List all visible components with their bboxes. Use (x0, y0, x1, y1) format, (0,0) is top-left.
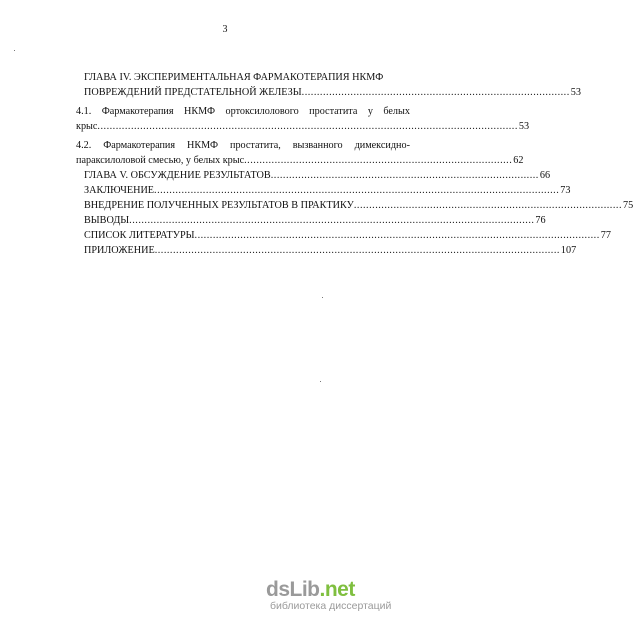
word: 4.2. (76, 140, 92, 151)
toc-entry-implementation (84, 198, 633, 213)
leader-dots: ..................................................................................................................................... (154, 245, 560, 256)
toc-entry-4-2 (76, 138, 524, 168)
word: НКМФ (186, 140, 219, 151)
word: Фармакотерапия (103, 140, 176, 151)
word: белых (383, 106, 410, 117)
toc-chapter-4-title-line1: ГЛАВА IV. ЭКСПЕРИМЕНТАЛЬНАЯ ФАРМАКОТЕРАПИЯ НКМФ (84, 72, 384, 83)
word: Фармакотерапия (101, 106, 174, 117)
scan-speck (14, 50, 15, 51)
toc-conclusion-title: ЗАКЛЮЧЕНИЕ (84, 185, 155, 196)
toc-implementation-title: ВНЕДРЕНИЕ ПОЛУЧЕННЫХ РЕЗУЛЬТАТОВ В ПРАКТИКУ (84, 200, 354, 211)
scan-speck (320, 381, 321, 382)
toc-4-2-line1 (76, 138, 410, 153)
word: вызванного (292, 140, 343, 151)
toc-page-number: 66 (539, 170, 551, 181)
word: 4.1. (76, 106, 92, 117)
leader-dots: ..................................................................................................................................... (194, 230, 600, 241)
leader-dots: ..................................................................................................................................... (154, 185, 560, 196)
toc-entry-chapter-4 (84, 70, 581, 100)
toc-page-number: 107 (560, 245, 577, 256)
toc-references-title: СПИСОК ЛИТЕРАТУРЫ (84, 230, 195, 241)
page-number: 3 (222, 24, 228, 35)
toc-page-number: 62 (513, 155, 524, 166)
watermark-logo-tld: .net (319, 578, 355, 601)
toc-entry-findings (84, 213, 546, 228)
dslib-watermark (266, 578, 446, 612)
toc-page-number: 53 (570, 87, 581, 98)
toc-4-1-line2: крыс (76, 121, 98, 132)
leader-dots: ........................................................................................ (270, 170, 539, 181)
toc-entry-appendix (84, 243, 577, 258)
toc-entry-chapter-5 (84, 168, 551, 183)
scan-speck (322, 297, 323, 298)
leader-dots: ........................................................................................ (244, 155, 513, 166)
watermark-logo-main: dsLib (266, 578, 320, 601)
toc-findings-title: ВЫВОДЫ (84, 215, 130, 226)
leader-dots: ........................................................................................ (353, 200, 622, 211)
table-of-contents (76, 70, 633, 258)
toc-4-2-line2: параксилоловой смесью, у белых крыс (76, 155, 245, 166)
toc-entry-4-1 (76, 104, 530, 134)
word: ортоксилолового (225, 106, 299, 117)
watermark-logo (266, 578, 446, 602)
toc-page-number: 77 (600, 230, 611, 241)
watermark-subtitle: библиотека диссертаций (270, 600, 392, 612)
toc-4-1-line1 (76, 104, 410, 119)
word: димексидно- (354, 140, 410, 151)
toc-chapter-4-title-line2: ПОВРЕЖДЕНИЙ ПРЕДСТАТЕЛЬНОЙ ЖЕЛЕЗЫ (84, 87, 302, 98)
leader-dots: ..................................................................................................................................... (129, 215, 535, 226)
toc-page-number: 53 (518, 121, 530, 132)
toc-entry-conclusion (84, 183, 571, 198)
word: простатита, (230, 140, 281, 151)
toc-appendix-title: ПРИЛОЖЕНИЕ (84, 245, 155, 256)
leader-dots: ........................................................................................ (301, 87, 570, 98)
leader-dots: .......................................................................................................................................... (97, 121, 518, 132)
toc-page-number: 73 (560, 185, 571, 196)
toc-entry-references (84, 228, 611, 243)
toc-page-number: 75 (622, 200, 633, 211)
toc-chapter-5-title: ГЛАВА V. ОБСУЖДЕНИЕ РЕЗУЛЬТАТОВ (84, 170, 271, 181)
toc-page-number: 76 (535, 215, 546, 226)
word: простатита (309, 106, 358, 117)
word: НКМФ (183, 106, 216, 117)
word: у (367, 106, 373, 117)
